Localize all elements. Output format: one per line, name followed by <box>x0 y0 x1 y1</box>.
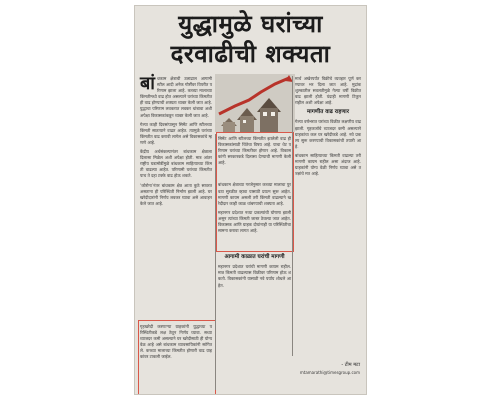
newspaper-clipping <box>135 6 366 394</box>
right-paragraph-2: बांधकाम साहित्याच्या किंमती वाढल्या तरी मागणी कायम राहील असा अंदाज आहे. ग्राहकांनी योग्य वेळी निर्णय घ्यावा असे तज्ज्ञांचे मत आहे. <box>295 152 361 177</box>
middle-paragraph-1: बांधकाम क्षेत्राच्या गरजेनुसार कच्च्या मालाचा पुरवठा सुरळीत व्हावा यासाठी प्रयत्न सुरू आहेत. मागणी कायम असली तरी किंमती वाढल्याने खरेदीदार काही काळ थांबण्याची शक्यता आहे. <box>218 182 291 206</box>
headline-line-1: युद्धामुळे घरांच्या <box>178 9 323 38</box>
left-paragraph-3: केंद्रीय अर्थसंकल्पानंतर बांधकाम क्षेत्राला दिलासा मिळेल अशी अपेक्षा होती. मात्र आंतरराष्ट्रीय घडामोडींमुळे बांधकाम साहित्याच्या किंमती वाढल्या आहेत. परिणामी घरांच्या किंमतीत पाच ते दहा टक्के वाढ होऊ शकते. <box>140 149 212 179</box>
headline-line-2: दरवाढीची शक्यता <box>170 39 331 68</box>
middle-subheading: आगामी काळात घरांची मागणी <box>224 254 285 261</box>
left-boxed-paragraph: गृहखरेदी करणाऱ्या ग्राहकांनी युद्धाच्या परिस्थितीकडे लक्ष ठेवून निर्णय घ्यावा. सध्या व्याजदर कमी असल्याने घर खरेदीसाठी ही योग्य वेळ आहे असे बांधकाम व्यावसायिकांनी सांगितले. कच्च्या मालाच्या किंमतीत होणारी वाढ ग्राहकांवर टाकली जाईल. <box>140 324 212 360</box>
right-paragraph-1: गेल्या वर्षभरात घरांच्या विक्रीत लक्षणीय वाढ झाली. गृहकर्जाचे व्याजदर कमी असल्याने ग्राहकांचा कल घर खरेदीकडे आहे. नवे प्रकल्प सुरू करण्याची विकासकांची तयारी आहे. <box>295 119 362 149</box>
right-top-paragraph: मार्च अखेरपर्यंत विक्रीचे व्यवहार पूर्ण करण्यावर भर दिला जात आहे. मुद्रांक शुल्कातील सवलतीमुळे गेल्या वर्षी विक्रीत वाढ झाली होती. यंदाही मागणी टिकून राहील अशी अपेक्षा आहे. <box>295 76 361 106</box>
left-column <box>140 73 212 360</box>
left-paragraph-1: बांधकाम क्षेत्राची उलाढाल आगामी स्टील आदी अनेक गोष्टींवर विपरीत परिणाम झाला आहे. कच्च्या मालाच्या किंमतीमध्ये वाढ होत असल्याने घरांच्या किंमतीतही वाढ होण्याची शक्यता व्यक्त केली जात आहे. युद्धाचा परिणाम लवकरात लवकर थांबावा अशी अपेक्षा विकासकांकडून व्यक्त केली जात आहे. <box>140 73 212 118</box>
byline: - टीम मटा <box>341 362 360 368</box>
middle-bottom-paragraph: महानगर प्रदेशात घरांची मागणी कायम राहील. मात्र किंमती वाढल्यास विक्रीवर परिणाम होऊ शकतो. विकासकांनी यासाठी नवे पर्याय शोधले आहेत. <box>218 264 291 288</box>
right-subheading: मागणीत वाढ राहणार <box>306 109 349 116</box>
left-paragraph-4: ‘कोरोना’नंतर बांधकाम क्षेत्र आता कुठे सावरत असताना ही परिस्थिती निर्माण झाली आहे. घर खरेदीदारांनी निर्णय लवकर घ्यावा असे आवाहन केले जात आहे. <box>140 182 212 206</box>
column-divider-right <box>292 76 293 356</box>
right-column <box>295 76 361 180</box>
column-divider-left <box>215 134 216 390</box>
highlight-box-middle <box>216 132 294 252</box>
dropcap: बां <box>140 73 155 94</box>
middle-paragraph-2: महानगर प्रदेशात नव्या प्रकल्पांची घोषणा झाली असून त्यांच्या किंमती जास्त ठेवल्या जात आहेत. विकासक आणि ग्राहक दोघांनाही या परिस्थितीचा सामना करावा लागत आहे. <box>218 209 291 234</box>
house-chart-illustration <box>215 74 295 132</box>
middle-column <box>218 134 291 292</box>
byline-email: mtamarathi@timesgroup.com <box>299 370 360 375</box>
housing-graph-photo <box>215 74 295 132</box>
middle-boxed-paragraph: सिमेंट आणि स्टीलच्या किंमतीत झालेली वाढ ही विकासकांसाठी चिंतेचा विषय आहे. याचा थेट परिणाम घरांच्या किंमतीवर होणार आहे. विकासकांनी सरकारकडे दिलासा देण्याची मागणी केली आहे. <box>218 136 291 166</box>
left-paragraph-2: गेल्या काही दिवसांपासून सिमेंट आणि स्टीलच्या किंमती सातत्याने वाढत आहेत. त्यामुळे घरांच्या किंमतीत वाढ करावी लागेल असे विकासकांचे म्हणणे आहे. <box>140 121 212 145</box>
